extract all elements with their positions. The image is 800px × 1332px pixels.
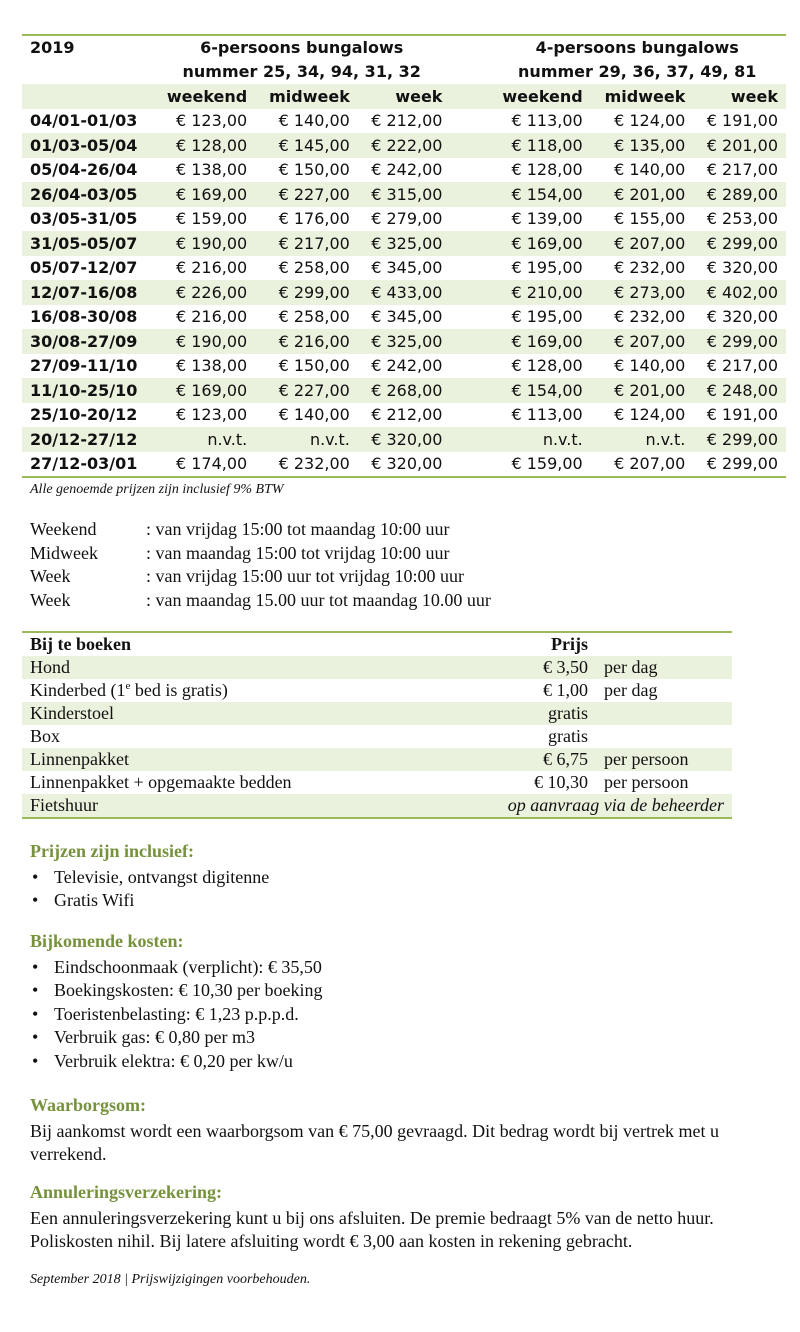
inclusive-title: Prijzen zijn inclusief: — [30, 841, 194, 861]
price-cell: € 210,00 — [488, 280, 590, 305]
col-weekend-6: weekend — [153, 84, 255, 109]
additional-costs-list — [30, 956, 322, 1074]
extras-item-unit: per persoon — [604, 772, 689, 792]
price-cell: € 289,00 — [693, 182, 786, 207]
price-cell: € 128,00 — [153, 133, 255, 158]
group4-numbers: nummer 29, 36, 37, 49, 81 — [518, 62, 757, 81]
vat-note: Alle genoemde prijzen zijn inclusief 9% BTW — [30, 482, 284, 497]
bullet-icon: • — [32, 1027, 39, 1047]
rate-row — [22, 109, 786, 134]
price-cell: n.v.t. — [591, 427, 694, 452]
extras-row — [22, 771, 732, 794]
extras-item-unit: per persoon — [596, 748, 732, 771]
price-cell: € 299,00 — [693, 427, 786, 452]
rate-row — [22, 182, 786, 207]
bullet-icon: • — [32, 890, 39, 910]
rate-row — [22, 256, 786, 281]
rate-row — [22, 452, 786, 478]
period-cell: 11/10-25/10 — [22, 378, 153, 403]
price-cell: € 118,00 — [488, 133, 590, 158]
extras-item-unit — [596, 725, 732, 748]
price-cell: € 320,00 — [706, 307, 778, 327]
price-cell: € 154,00 — [488, 182, 590, 207]
price-cell: € 113,00 — [511, 405, 583, 425]
price-cell: € 232,00 — [614, 307, 686, 327]
price-cell: € 207,00 — [591, 231, 694, 256]
price-cell: € 191,00 — [706, 405, 778, 425]
rate-row — [22, 158, 786, 183]
price-cell: € 195,00 — [511, 307, 583, 327]
period-cell: 01/03-05/04 — [22, 133, 153, 158]
price-cell: € 226,00 — [153, 280, 255, 305]
price-cell: € 176,00 — [278, 209, 350, 229]
price-cell: € 201,00 — [591, 182, 694, 207]
extras-item-price: € 1,00 — [543, 680, 588, 700]
extras-item-name: Linnenpakket — [22, 748, 490, 771]
price-cell: € 345,00 — [371, 307, 443, 327]
stay-times — [30, 518, 491, 612]
extras-row — [22, 748, 732, 771]
extras-header-price: Prijs — [490, 632, 596, 656]
price-cell: € 190,00 — [153, 329, 255, 354]
price-cell: € 154,00 — [488, 378, 590, 403]
period-cell: 05/07-12/07 — [30, 258, 138, 278]
price-cell: € 124,00 — [614, 111, 686, 131]
price-cell: € 242,00 — [371, 356, 443, 376]
price-cell: € 299,00 — [255, 280, 358, 305]
price-cell: € 128,00 — [511, 356, 583, 376]
stay-time-row — [30, 518, 491, 542]
rate-row — [22, 329, 786, 354]
price-cell: € 242,00 — [371, 160, 443, 180]
price-cell: € 217,00 — [255, 231, 358, 256]
price-cell: € 140,00 — [278, 405, 350, 425]
extras-header-row — [22, 632, 732, 656]
list-item: • Televisie, ontvangst digitenne — [30, 866, 269, 890]
stay-time-text: : van vrijdag 15:00 uur tot vrijdag 10:00 uur — [146, 566, 464, 586]
group6-numbers: nummer 25, 34, 94, 31, 32 — [182, 62, 421, 81]
rates-column-header-row — [22, 84, 786, 109]
list-item: • Gratis Wifi — [30, 889, 269, 913]
price-cell: € 433,00 — [358, 280, 451, 305]
extras-item-unit: per dag — [604, 680, 658, 700]
price-cell: € 227,00 — [255, 182, 358, 207]
price-cell: € 190,00 — [153, 231, 255, 256]
price-cell: € 207,00 — [591, 329, 694, 354]
price-cell: € 258,00 — [278, 307, 350, 327]
price-cell: € 139,00 — [511, 209, 583, 229]
price-cell: € 138,00 — [175, 160, 248, 180]
col-week-4: week — [693, 84, 786, 109]
rates-header-row-2 — [22, 60, 786, 84]
price-cell: € 299,00 — [693, 329, 786, 354]
price-cell: € 258,00 — [278, 258, 350, 278]
price-cell: € 212,00 — [371, 405, 443, 425]
rate-row — [22, 133, 786, 158]
list-item: • Boekingskosten: € 10,30 per boeking — [30, 979, 322, 1003]
price-cell: € 155,00 — [614, 209, 686, 229]
extras-row — [22, 702, 732, 725]
price-cell: € 150,00 — [278, 356, 350, 376]
period-cell: 12/07-16/08 — [22, 280, 153, 305]
price-cell: n.v.t. — [255, 427, 358, 452]
price-cell: € 174,00 — [153, 452, 255, 478]
stay-time-row — [30, 565, 491, 589]
price-cell: € 124,00 — [614, 405, 686, 425]
price-cell: € 227,00 — [255, 378, 358, 403]
extras-row — [22, 679, 732, 702]
price-cell: € 140,00 — [278, 111, 350, 131]
price-cell: € 138,00 — [175, 356, 248, 376]
rate-row — [22, 378, 786, 403]
deposit-section — [30, 1094, 730, 1167]
deposit-title: Waarborgsom: — [30, 1095, 146, 1115]
period-cell: 03/05-31/05 — [30, 209, 138, 229]
extras-item-name: Linnenpakket + opgemaakte bedden — [30, 772, 292, 792]
period-cell: 27/12-03/01 — [22, 452, 153, 478]
price-cell: € 216,00 — [175, 307, 248, 327]
extras-item-unit — [596, 702, 732, 725]
rate-row — [22, 207, 786, 232]
col-midweek-6: midweek — [255, 84, 358, 109]
price-cell: € 201,00 — [591, 378, 694, 403]
price-cell: € 145,00 — [255, 133, 358, 158]
price-cell: € 169,00 — [153, 182, 255, 207]
price-cell: € 217,00 — [706, 356, 778, 376]
rates-table — [22, 34, 786, 478]
extras-row — [22, 794, 732, 818]
price-cell: € 191,00 — [706, 111, 778, 131]
price-cell: € 201,00 — [693, 133, 786, 158]
deposit-text: Bij aankomst wordt een waarborgsom van € 75,00 gevraagd. Dit bedrag wordt bij vertrek met u verrekend. — [30, 1120, 719, 1164]
price-cell: € 279,00 — [371, 209, 443, 229]
price-cell: n.v.t. — [488, 427, 590, 452]
col-weekend-4: weekend — [488, 84, 590, 109]
stay-time-label: Week — [30, 566, 71, 586]
price-cell: € 140,00 — [614, 160, 686, 180]
cancellation-section — [30, 1181, 785, 1254]
period-cell: 31/05-05/07 — [22, 231, 153, 256]
extras-header-item: Bij te boeken — [22, 632, 490, 656]
price-cell: € 216,00 — [175, 258, 248, 278]
price-cell: € 113,00 — [511, 111, 583, 131]
price-cell: € 248,00 — [693, 378, 786, 403]
price-cell: € 159,00 — [175, 209, 248, 229]
period-cell: 25/10-20/12 — [30, 405, 138, 425]
price-cell: € 299,00 — [693, 452, 786, 478]
extras-item-price: € 10,30 — [534, 772, 588, 792]
extras-item-name: Box — [30, 726, 61, 746]
rate-row — [22, 354, 786, 379]
price-cell: € 325,00 — [358, 231, 451, 256]
extras-table — [22, 631, 732, 819]
extras-item-price: op aanvraag via de beheerder — [490, 794, 732, 818]
extras-item-name: Kinderbed (1e bed is gratis) — [30, 680, 228, 700]
extras-item-name: Kinderstoel — [22, 702, 490, 725]
inclusive-list — [30, 866, 269, 913]
period-cell: 30/08-27/09 — [22, 329, 153, 354]
price-cell: € 320,00 — [706, 258, 778, 278]
bullet-icon: • — [32, 1050, 39, 1071]
stay-time-text: : van maandag 15:00 tot vrijdag 10:00 uur — [146, 542, 450, 563]
extras-item-price: gratis — [490, 702, 596, 725]
price-cell: € 232,00 — [255, 452, 358, 478]
stay-time-text: : van vrijdag 15:00 tot maandag 10:00 uur — [146, 519, 450, 539]
price-cell: € 150,00 — [278, 160, 350, 180]
period-cell: 27/09-11/10 — [30, 356, 138, 376]
col-week-6: week — [358, 84, 451, 109]
price-cell: € 207,00 — [591, 452, 694, 478]
period-cell: 20/12-27/12 — [22, 427, 153, 452]
price-cell: € 128,00 — [511, 160, 583, 180]
price-cell: € 253,00 — [706, 209, 778, 229]
price-cell: € 345,00 — [371, 258, 443, 278]
price-cell: n.v.t. — [153, 427, 255, 452]
stay-time-label: Weekend — [30, 519, 97, 539]
group6-title: 6-persoons bungalows — [153, 35, 451, 60]
year-label: 2019 — [22, 35, 153, 60]
stay-time-row — [30, 542, 491, 566]
extras-item-name: Hond — [22, 656, 490, 679]
footer-note: September 2018 | Prijswijzigingen voorbehouden. — [30, 1272, 311, 1287]
extras-item-price: € 6,75 — [490, 748, 596, 771]
bullet-icon: • — [32, 956, 39, 977]
price-cell: € 320,00 — [358, 452, 451, 478]
price-cell: € 232,00 — [614, 258, 686, 278]
price-cell: € 169,00 — [153, 378, 255, 403]
price-cell: € 212,00 — [371, 111, 443, 131]
period-cell: 04/01-01/03 — [30, 111, 138, 131]
stay-time-row — [30, 589, 491, 613]
group4-title: 4-persoons bungalows — [488, 35, 786, 60]
price-cell: € 169,00 — [488, 329, 590, 354]
extras-item-price: € 3,50 — [490, 656, 596, 679]
price-cell: € 159,00 — [488, 452, 590, 478]
extras-row — [22, 725, 732, 748]
period-cell: 05/04-26/04 — [30, 160, 138, 180]
rate-row — [22, 280, 786, 305]
extras-row — [22, 656, 732, 679]
price-cell: € 273,00 — [591, 280, 694, 305]
bullet-icon: • — [32, 1003, 39, 1024]
price-cell: € 320,00 — [358, 427, 451, 452]
list-item: • Eindschoonmaak (verplicht): € 35,50 — [30, 956, 322, 980]
bullet-icon: • — [32, 866, 39, 887]
price-cell: € 222,00 — [358, 133, 451, 158]
stay-time-label: Midweek — [30, 542, 98, 563]
bullet-icon: • — [32, 980, 39, 1000]
price-cell: € 135,00 — [591, 133, 694, 158]
price-cell: € 268,00 — [358, 378, 451, 403]
stay-time-text: : van maandag 15.00 uur tot maandag 10.00 uur — [146, 589, 491, 610]
extras-item-price: gratis — [548, 726, 588, 746]
price-cell: € 216,00 — [255, 329, 358, 354]
inclusive-section — [30, 840, 269, 913]
price-cell: € 123,00 — [175, 405, 248, 425]
rate-row — [22, 305, 786, 330]
price-cell: € 325,00 — [358, 329, 451, 354]
period-cell: 26/04-03/05 — [22, 182, 153, 207]
col-midweek-4: midweek — [591, 84, 694, 109]
price-cell: € 315,00 — [358, 182, 451, 207]
price-cell: € 169,00 — [488, 231, 590, 256]
list-item: • Verbruik elektra: € 0,20 per kw/u — [30, 1050, 322, 1074]
cancellation-title: Annuleringsverzekering: — [30, 1182, 222, 1202]
price-cell: € 299,00 — [693, 231, 786, 256]
rates-header-row — [22, 35, 786, 60]
period-cell: 16/08-30/08 — [30, 307, 138, 327]
list-item: • Verbruik gas: € 0,80 per m3 — [30, 1026, 322, 1050]
rate-row — [22, 403, 786, 428]
price-cell: € 123,00 — [175, 111, 248, 131]
cancellation-text: Een annuleringsverzekering kunt u bij ons afsluiten. De premie bedraagt 5% van de netto huur. Poliskosten nihil. Bij latere afsluiting wordt € 3,00 aan kosten in rekening gebracht. — [30, 1207, 714, 1251]
rate-row — [22, 427, 786, 452]
list-item: • Toeristenbelasting: € 1,23 p.p.p.d. — [30, 1003, 322, 1027]
extras-item-name: Fietshuur — [22, 794, 490, 818]
additional-costs-title: Bijkomende kosten: — [30, 931, 184, 951]
extras-item-unit: per dag — [596, 656, 732, 679]
price-cell: € 195,00 — [511, 258, 583, 278]
price-cell: € 140,00 — [614, 356, 686, 376]
price-cell: € 402,00 — [693, 280, 786, 305]
stay-time-label: Week — [30, 589, 71, 610]
price-cell: € 217,00 — [706, 160, 778, 180]
additional-costs-section — [30, 930, 322, 1073]
rate-row — [22, 231, 786, 256]
